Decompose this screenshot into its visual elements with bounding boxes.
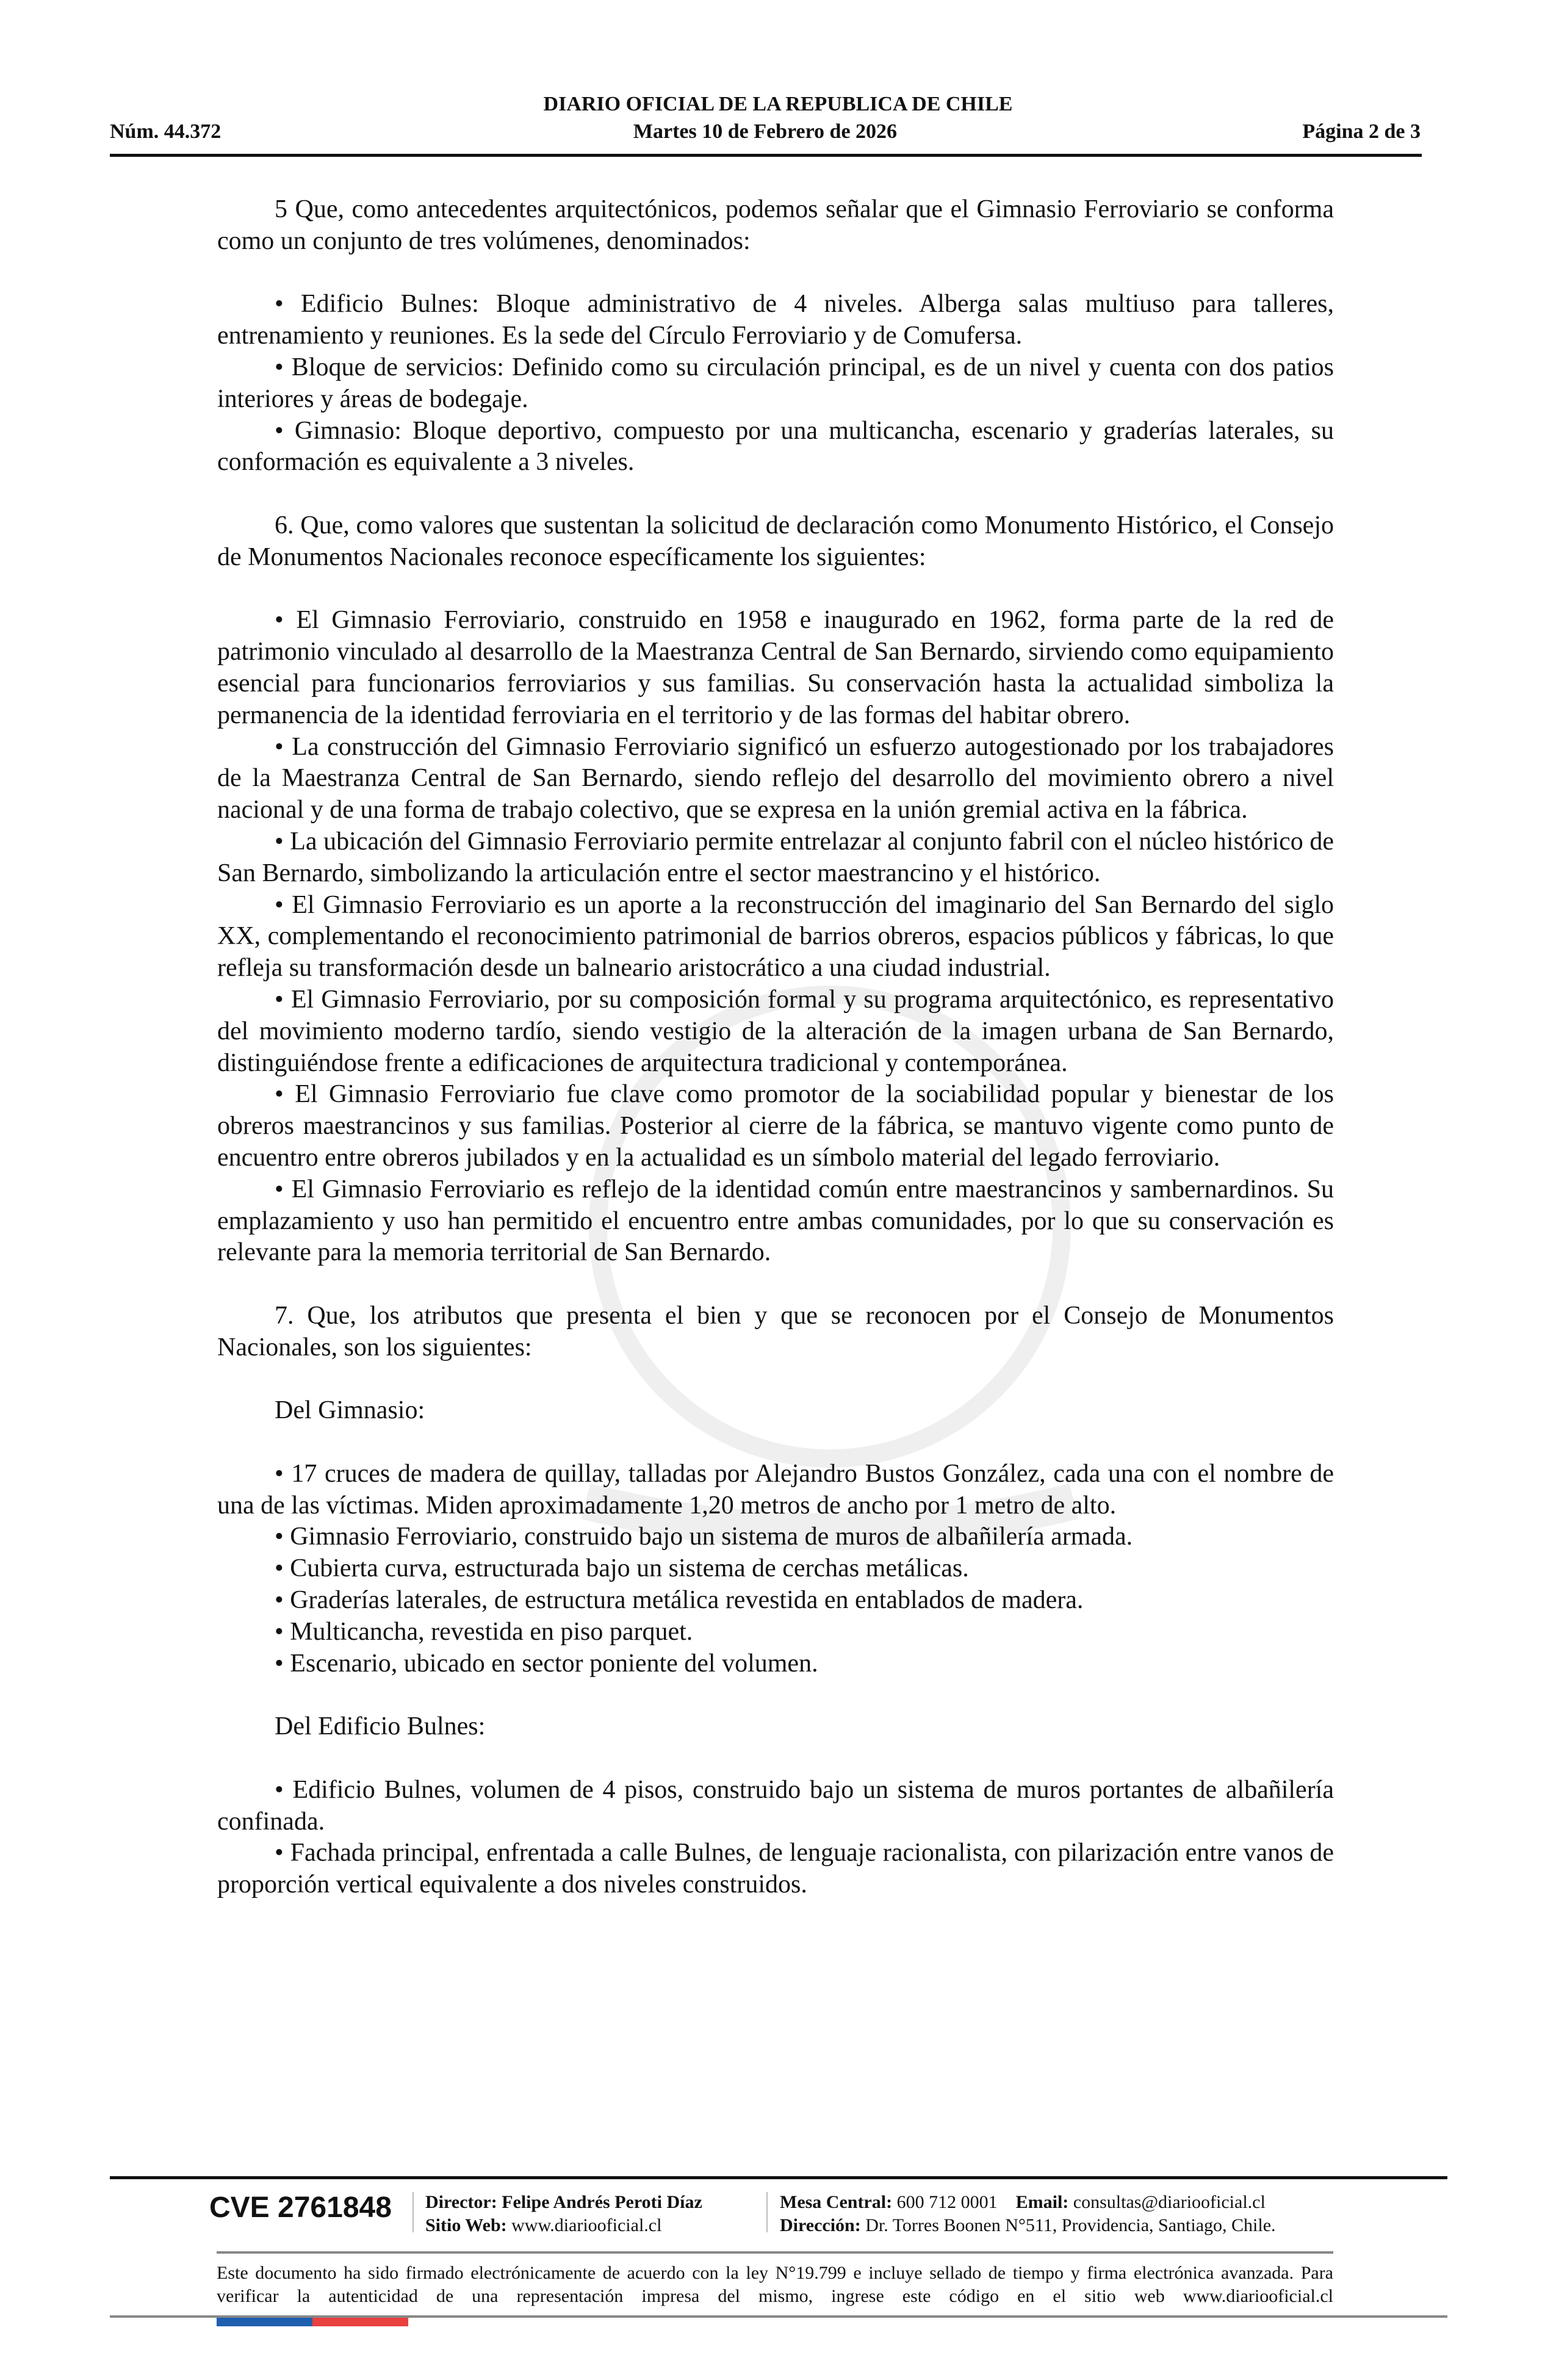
address: Dr. Torres Boonen N°511, Providencia, Santiago, Chile. bbox=[865, 2215, 1276, 2235]
document-body bbox=[217, 194, 1334, 1901]
phone: 600 712 0001 bbox=[896, 2192, 998, 2212]
paragraph: • Escenario, ubicado en sector poniente del volumen. bbox=[275, 1649, 818, 1678]
paragraph: • Multicancha, revestida en piso parquet. bbox=[275, 1617, 693, 1646]
paragraph: • El Gimnasio Ferroviario, construido en 1958 e inaugurado en 1962, forma parte de la red de patrimonio vinculado al desarrollo de la Maestranza Central de San Bernardo, sirviendo como equipamiento esencial para funcionarios ferroviarios y sus familias. Su conservación hasta la actualidad simboliza la permanencia de la identidad ferroviaria en el territorio y de las formas del habitar obrero. bbox=[217, 606, 1334, 729]
paragraph: • El Gimnasio Ferroviario, por su composición formal y su programa arquitectónico, es representativo del movimiento moderno tardío, siendo vestigio de la alteración de la imagen urbana de San Bernardo, distinguiéndose frente a edificaciones de arquitectura tradicional y contemporánea. bbox=[217, 985, 1334, 1077]
paragraph: • Edificio Bulnes, volumen de 4 pisos, construido bajo un sistema de muros portantes de albañilería confinada. bbox=[217, 1775, 1334, 1836]
paragraph: • Gimnasio Ferroviario, construido bajo un sistema de muros de albañilería armada. bbox=[275, 1523, 1133, 1551]
web-label: Sitio Web: bbox=[425, 2215, 507, 2235]
flag-stripe-blue bbox=[217, 2318, 312, 2326]
email-link[interactable]: consultas@diariooficial.cl bbox=[1073, 2192, 1266, 2212]
issue-number: Núm. 44.372 bbox=[110, 120, 222, 143]
phone-label: Mesa Central: bbox=[780, 2192, 893, 2212]
address-label: Dirección: bbox=[780, 2215, 861, 2235]
flag-stripe-red bbox=[312, 2318, 408, 2326]
paragraph: • Graderías laterales, de estructura metálica revestida en entablados de madera. bbox=[275, 1586, 1084, 1615]
director-label: Director: bbox=[425, 2192, 497, 2212]
paragraph: • El Gimnasio Ferroviario es reflejo de la identidad común entre maestrancinos y sambernardinos. Su emplazamiento y uso han permitido el encuentro entre ambas comunidades, por lo que su conservación es relevante para la memoria territorial de San Bernardo. bbox=[217, 1175, 1334, 1267]
header-rule bbox=[110, 154, 1422, 157]
web-link[interactable]: www.diariooficial.cl bbox=[511, 2215, 662, 2235]
footer-contact-block bbox=[780, 2191, 1276, 2237]
issue-date: Martes 10 de Febrero de 2026 bbox=[633, 120, 898, 143]
paragraph: • Gimnasio: Bloque deportivo, compuesto por una multicancha, escenario y graderías laterales, su conformación es equivalente a 3 niveles. bbox=[217, 416, 1334, 477]
paragraph: • Edificio Bulnes: Bloque administrativo de 4 niveles. Alberga salas multiuso para talleres, entrenamiento y reuniones. Es la sede del Círculo Ferroviario y de Comufersa. bbox=[217, 290, 1334, 350]
footer-divider bbox=[217, 2251, 1333, 2254]
paragraph: 5 Que, como antecedentes arquitectónicos, podemos señalar que el Gimnasio Ferroviario se conforma como un conjunto de tres volúmenes, denominados: bbox=[217, 195, 1334, 255]
signature-disclaimer: Este documento ha sido firmado electrónicamente de acuerdo con la ley N°19.799 e incluye sellado de tiempo y firma electrónica avanzada. Para verificar la autenticidad de una representación impresa del mismo, ingrese este código en el sitio web www.diariooficial.cl bbox=[217, 2263, 1333, 2306]
paragraph: • Bloque de servicios: Definido como su circulación principal, es de un nivel y cuenta con dos patios interiores y áreas de bodegaje. bbox=[217, 353, 1334, 413]
footer-separator bbox=[766, 2192, 768, 2232]
page-number: Página 2 de 3 bbox=[1302, 120, 1421, 143]
paragraph: • El Gimnasio Ferroviario fue clave como promotor de la sociabilidad popular y bienestar de los obreros maestrancinos y sus familias. Posterior al cierre de la fábrica, se mantuvo vigente como punto de encuentro entre obreros jubilados y en la actualidad es un símbolo material del legado ferroviario. bbox=[217, 1080, 1334, 1172]
director-name: Felipe Andrés Peroti Díaz bbox=[502, 2192, 702, 2212]
paragraph: 7. Que, los atributos que presenta el bien y que se reconocen por el Consejo de Monumentos Nacionales, son los siguientes: bbox=[217, 1301, 1334, 1361]
paragraph: 6. Que, como valores que sustentan la solicitud de declaración como Monumento Histórico, el Consejo de Monumentos Nacionales reconoce específicamente los siguientes: bbox=[217, 511, 1334, 571]
paragraph: • La ubicación del Gimnasio Ferroviario permite entrelazar al conjunto fabril con el núcleo histórico de San Bernardo, simbolizando la articulación entre el sector maestrancino y el histórico. bbox=[217, 827, 1334, 887]
footer-rule bbox=[110, 2176, 1447, 2179]
newspaper-title: DIARIO OFICIAL DE LA REPUBLICA DE CHILE bbox=[543, 93, 1013, 115]
email-label: Email: bbox=[1015, 2192, 1069, 2212]
cve-code: CVE 2761848 bbox=[209, 2191, 392, 2224]
paragraph: • Fachada principal, enfrentada a calle Bulnes, de lenguaje racionalista, con pilarización entre vanos de proporción vertical equivalente a dos niveles construidos. bbox=[217, 1839, 1334, 1899]
paragraph: Del Edificio Bulnes: bbox=[275, 1712, 486, 1741]
paragraph: • Cubierta curva, estructurada bajo un sistema de cerchas metálicas. bbox=[275, 1554, 969, 1583]
paragraph: • 17 cruces de madera de quillay, talladas por Alejandro Bustos González, cada una con el nombre de una de las víctimas. Miden aproximadamente 1,20 metros de ancho por 1 metro de alto. bbox=[217, 1459, 1334, 1520]
paragraph: • La construcción del Gimnasio Ferroviario significó un esfuerzo autogestionado por los trabajadores de la Maestranza Central de San Bernardo, siendo reflejo del desarrollo del movimiento obrero a nivel nacional y de una forma de trabajo colectivo, que se expresa en la unión gremial activa en la fábrica. bbox=[217, 732, 1334, 824]
footer-director-block bbox=[425, 2191, 702, 2237]
paragraph: • El Gimnasio Ferroviario es un aporte a la reconstrucción del imaginario del San Bernardo del siglo XX, complementando el reconocimiento patrimonial de barrios obreros, espacios públicos y fábricas, lo que refleja su transformación desde un balneario aristocrático a una ciudad industrial. bbox=[217, 890, 1334, 983]
footer-separator bbox=[412, 2192, 414, 2232]
paragraph: Del Gimnasio: bbox=[275, 1396, 425, 1425]
